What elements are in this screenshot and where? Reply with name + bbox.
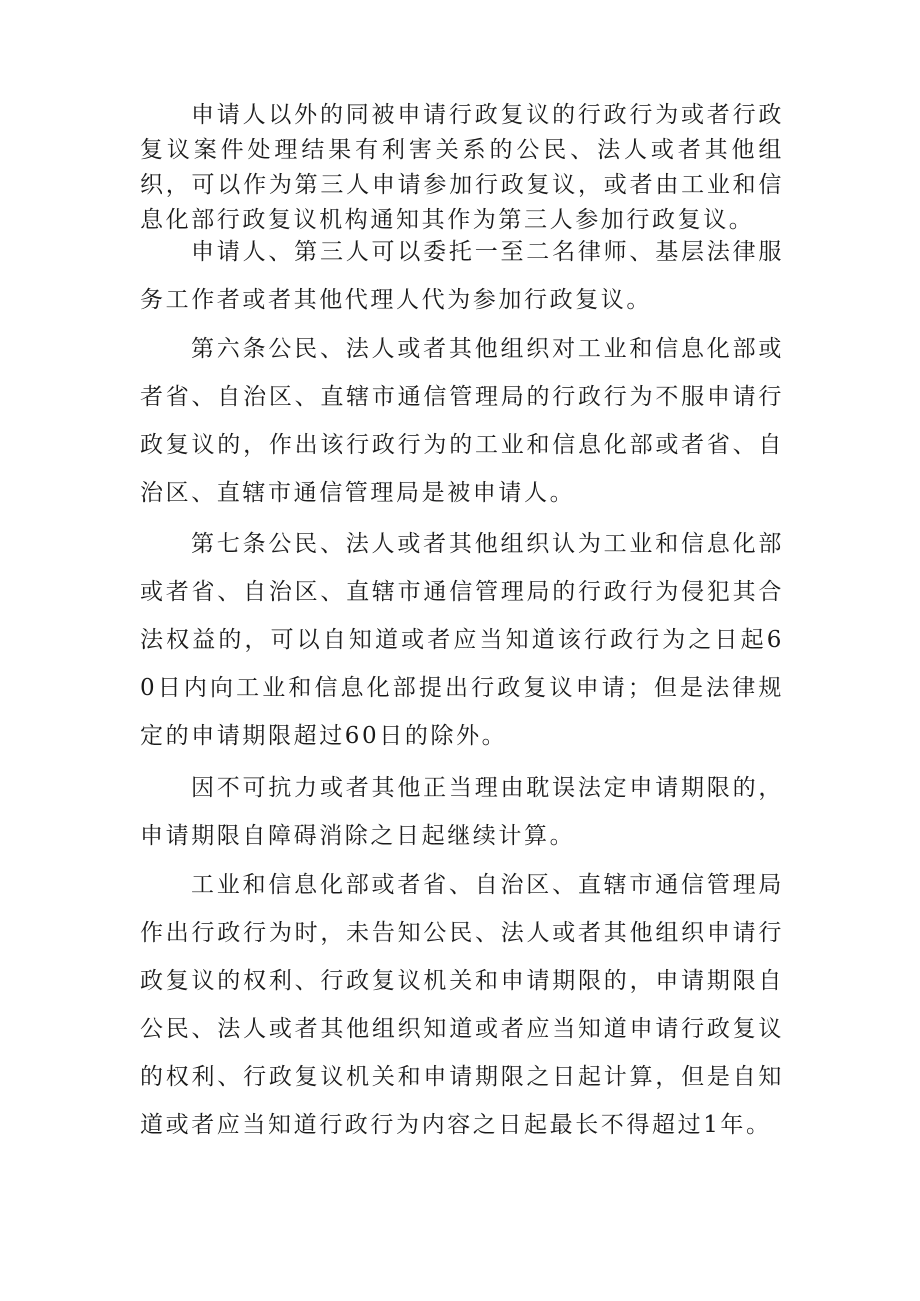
paragraph-agent: 申请人、第三人可以委托一至二名律师、基层法律服务工作者或者其他代理人代为参加行政复议。 [140,239,784,313]
paragraph-force-majeure: 因不可抗力或者其他正当理由耽误法定申请期限的，申请期限自障碍消除之日起继续计算。 [140,775,784,849]
paragraph-third-party: 申请人以外的同被申请行政复议的行政行为或者行政复议案件处理结果有利害关系的公民、法人或者其他组织，可以作为第三人申请参加行政复议，或者由工业和信息化部行政复议机构通知其作为第三人参加行政复议。 [140,102,784,233]
paragraph-notification: 工业和信息化部或者省、自治区、直辖市通信管理局作出行政行为时，未告知公民、法人或者其他组织申请行政复议的权利、行政复议机关和申请期限的，申请期限自公民、法人或者其他组织知道或者应当知道申请行政复议的权利、行政复议机关和申请期限之日起计算，但是自知道或者应当知道行政行为内容之日起最长不得超过1年。 [140,872,784,1138]
paragraph-article-6: 第六条公民、法人或者其他组织对工业和信息化部或者省、自治区、直辖市通信管理局的行政行为不服申请行政复议的，作出该行政行为的工业和信息化部或者省、自治区、直辖市通信管理局是被申请人。 [140,336,784,506]
paragraph-article-7: 第七条公民、法人或者其他组织认为工业和信息化部或者省、自治区、直辖市通信管理局的行政行为侵犯其合法权益的，可以自知道或者应当知道该行政行为之日起60日内向工业和信息化部提出行政复议申请；但是法律规定的申请期限超过60日的除外。 [140,531,784,749]
